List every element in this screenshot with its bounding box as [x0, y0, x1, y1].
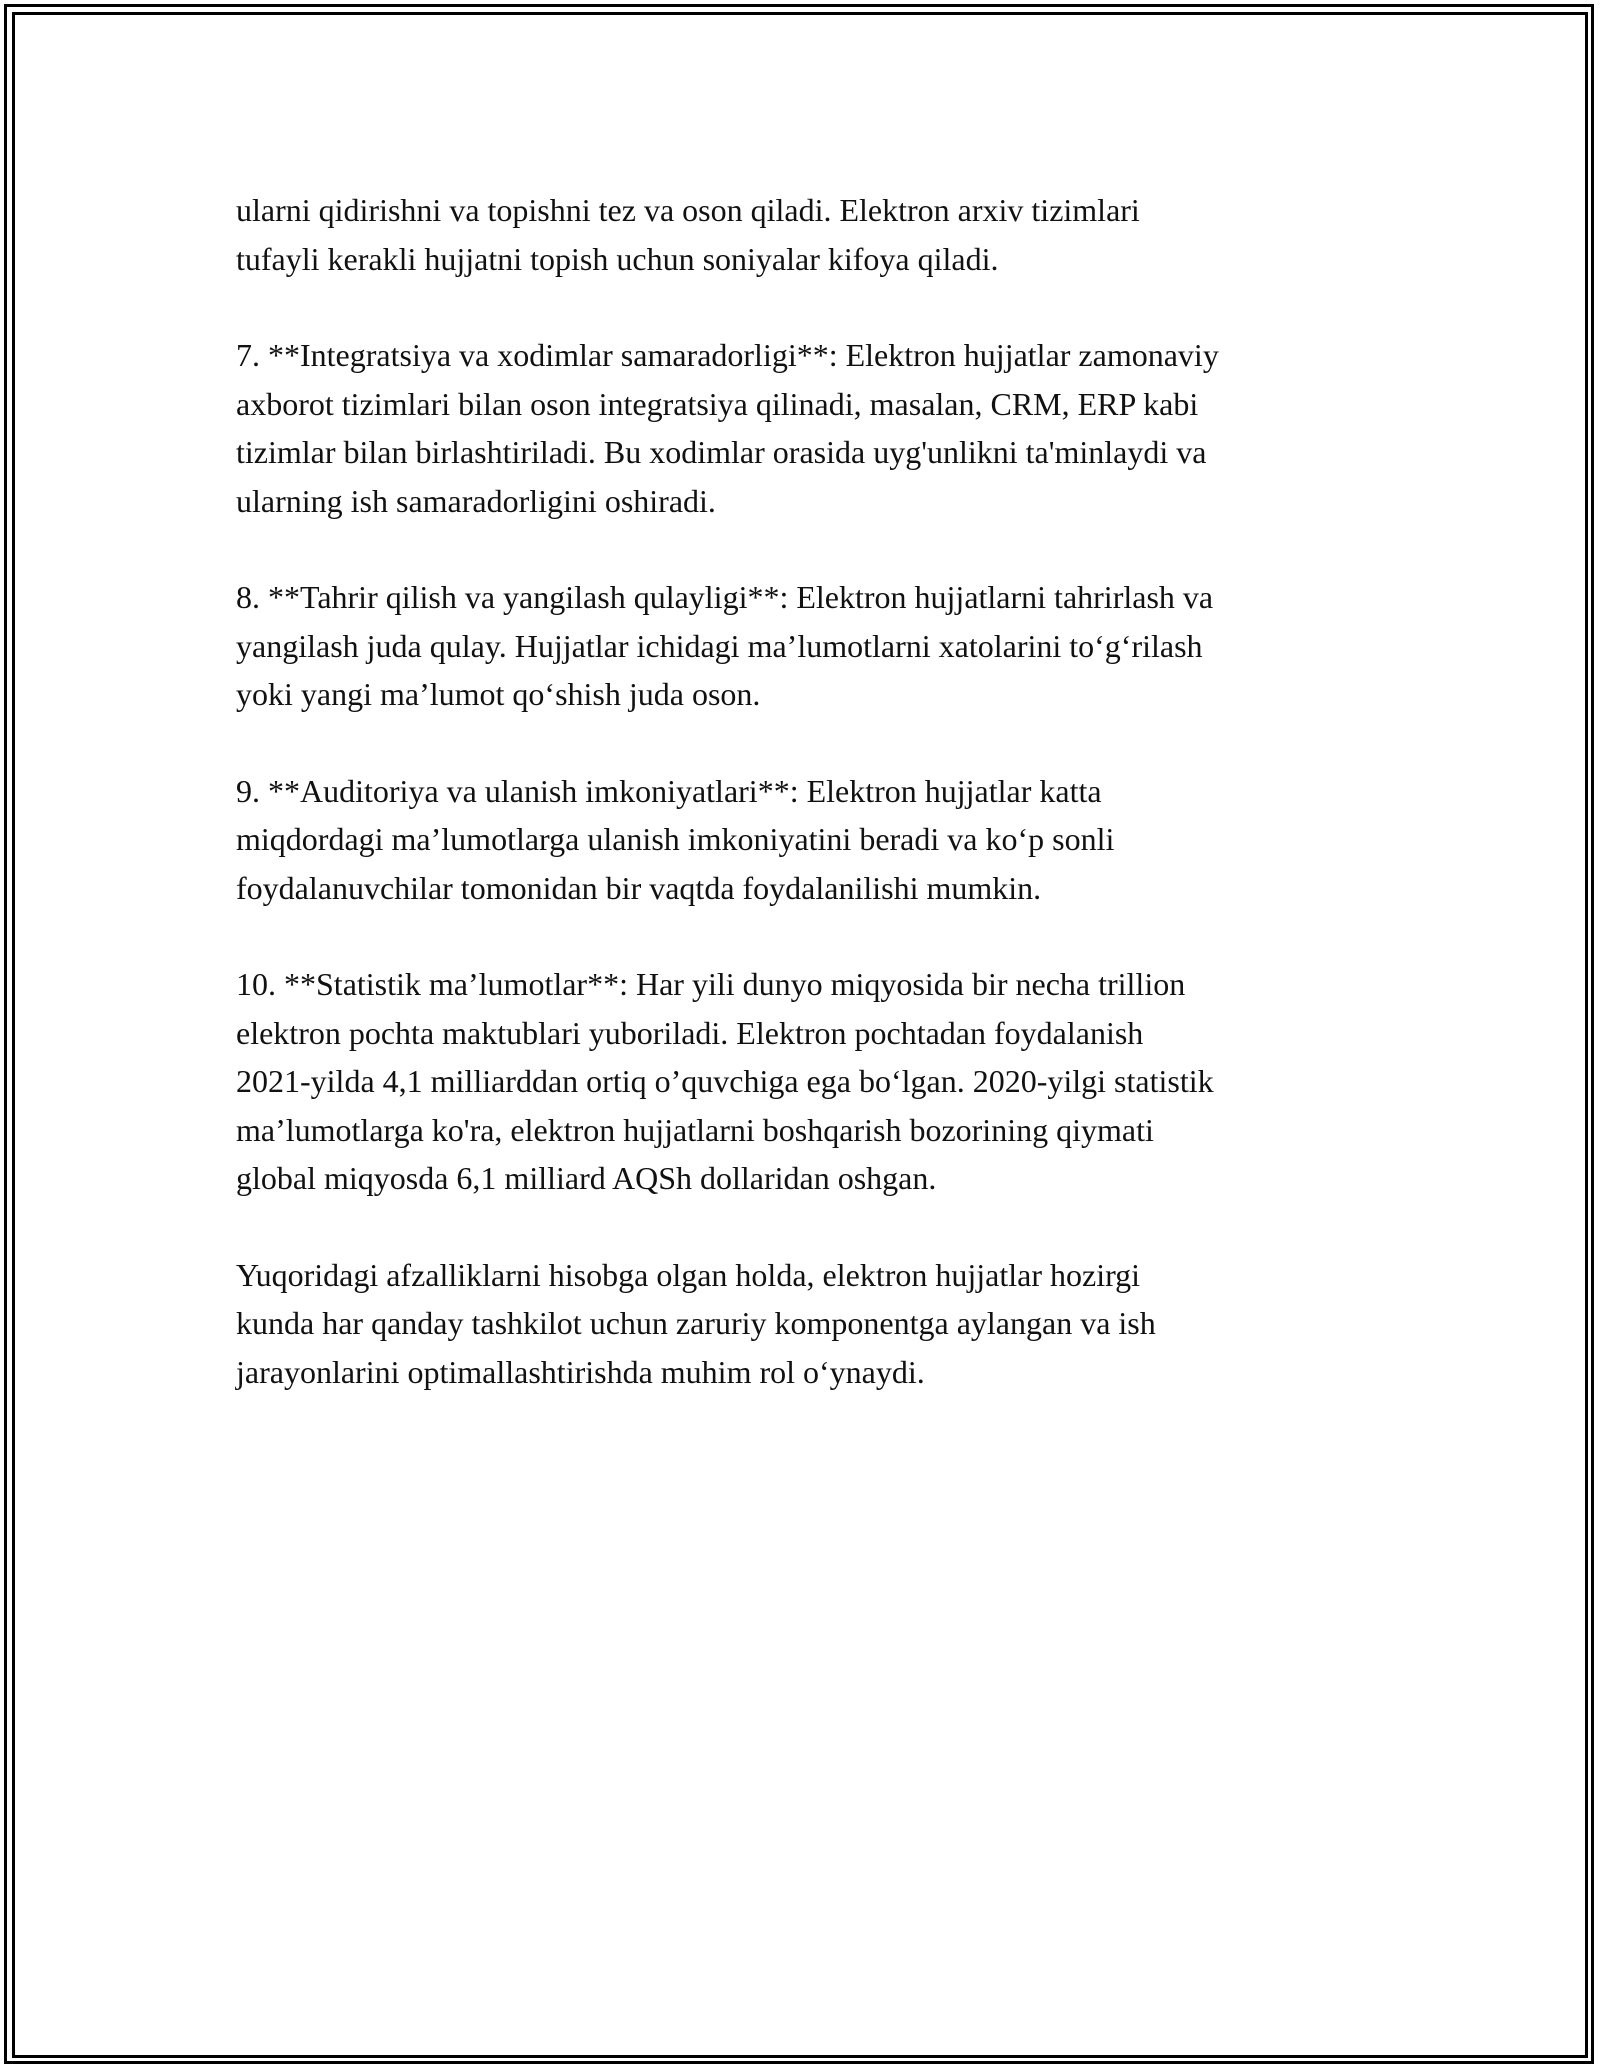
- paragraph-item-8-editing: 8. **Tahrir qilish va yangilash qulayligi**: Elektron hujjatlarni tahrirlash va yangilash juda qulay. Hujjatlar ichidagi ma’lumotlarni xatolarini to‘g‘rilash yoki yangi ma’lumot qo‘shish juda oson.: [236, 579, 1214, 712]
- paragraph-item-9-audience: 9. **Auditoriya va ulanish imkoniyatlari**: Elektron hujjatlar katta miqdordagi ma’lumotlarga ulanish imkoniyatini beradi va ko‘p sonli foydalanuvchilar tomonidan bir vaqtda foydalanilishi mumkin.: [236, 772, 1115, 906]
- paragraph-item-7-integration: 7. **Integratsiya va xodimlar samaradorligi**: Elektron hujjatlar zamonaviy axborot tizimlari bilan oson integratsiya qilinadi, masalan, CRM, ERP kabi tizimlar bilan birlashtiriladi. Bu xodimlar orasida uyg'unlikni ta'minlaydi va ularning ish samaradorligini oshiradi.: [236, 337, 1219, 519]
- paragraph-intro-continuation: ularni qidirishni va topishni tez va oson qiladi. Elektron arxiv tizimlari tufayli kerakli hujjatni topish uchun soniyalar kifoya qiladi.: [236, 192, 1140, 277]
- paragraph-conclusion: Yuqoridagi afzalliklarni hisobga olgan holda, elektron hujjatlar hozirgi kunda har qanday tashkilot uchun zaruriy komponentga aylangan va ish jarayonlarini optimallashtirishda muhim rol o‘ynaydi.: [236, 1256, 1156, 1390]
- document-body: [236, 186, 1386, 1444]
- paragraph-item-10-statistics: 10. **Statistik ma’lumotlar**: Har yili dunyo miqyosida bir necha trillion elektron pochta maktublari yuboriladi. Elektron pochtadan foydalanish 2021-yilda 4,1 milliarddan ortiq o’quvchiga ega bo‘lgan. 2020-yilgi statistik ma’lumotlarga ko'ra, elektron hujjatlarni boshqarish bozorining qiymati global miqyosda 6,1 milliard AQSh dollaridan oshgan.: [236, 966, 1214, 1196]
